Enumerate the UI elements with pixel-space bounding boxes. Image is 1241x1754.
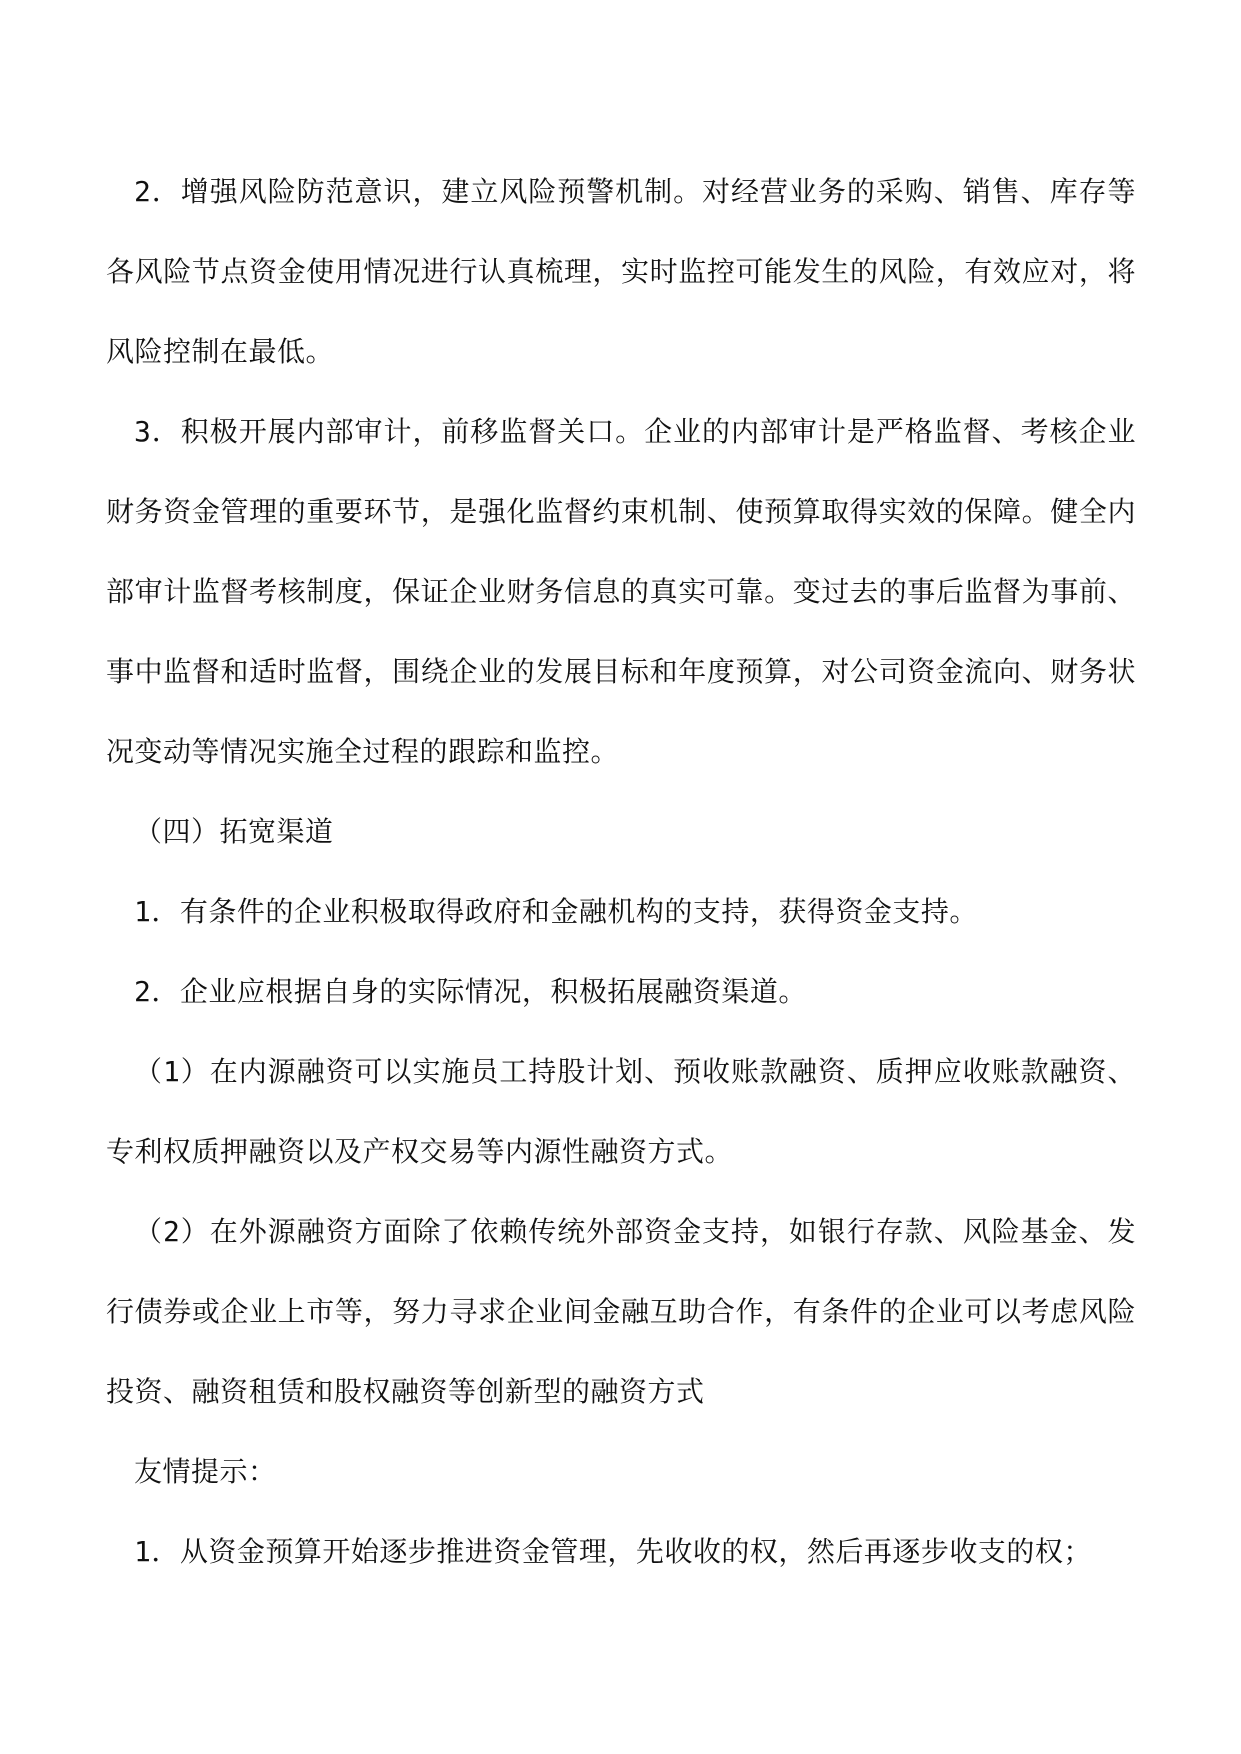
- paragraph-financing-channels: 2．企业应根据自身的实际情况，积极拓展融资渠道。: [134, 975, 807, 1008]
- paragraph-internal-financing: （1）在内源融资可以实施员工持股计划、预收账款融资、质押应收账款融资、专利权质押融资以及产权交易等内源性融资方式。: [106, 1055, 1136, 1168]
- paragraph-government-support: 1．有条件的企业积极取得政府和金融机构的支持，获得资金支持。: [134, 895, 978, 928]
- section-heading-expand-channels: （四）拓宽渠道: [134, 815, 334, 848]
- tip-item: 1．从资金预算开始逐步推进资金管理，先收收的权，然后再逐步收支的权；: [134, 1535, 1092, 1568]
- paragraph-internal-audit: 3．积极开展内部审计，前移监督关口。企业的内部审计是严格监督、考核企业财务资金管理的重要环节，是强化监督约束机制、使预算取得实效的保障。健全内部审计监督考核制度，保证企业财务信息的真实可靠。变过去的事后监督为事前、事中监督和适时监督，围绕企业的发展目标和年度预算，对公司资金流向、财务状况变动等情况实施全过程的跟踪和监控。: [106, 415, 1136, 768]
- document-body: [106, 152, 1136, 1592]
- tips-heading: 友情提示：: [134, 1455, 277, 1488]
- paragraph-risk-warning: 2．增强风险防范意识，建立风险预警机制。对经营业务的采购、销售、库存等各风险节点资金使用情况进行认真梳理，实时监控可能发生的风险，有效应对，将风险控制在最低。: [106, 175, 1136, 368]
- paragraph-external-financing: （2）在外源融资方面除了依赖传统外部资金支持，如银行存款、风险基金、发行债券或企业上市等，努力寻求企业间金融互助合作，有条件的企业可以考虑风险投资、融资租赁和股权融资等创新型的融资方式: [106, 1215, 1136, 1408]
